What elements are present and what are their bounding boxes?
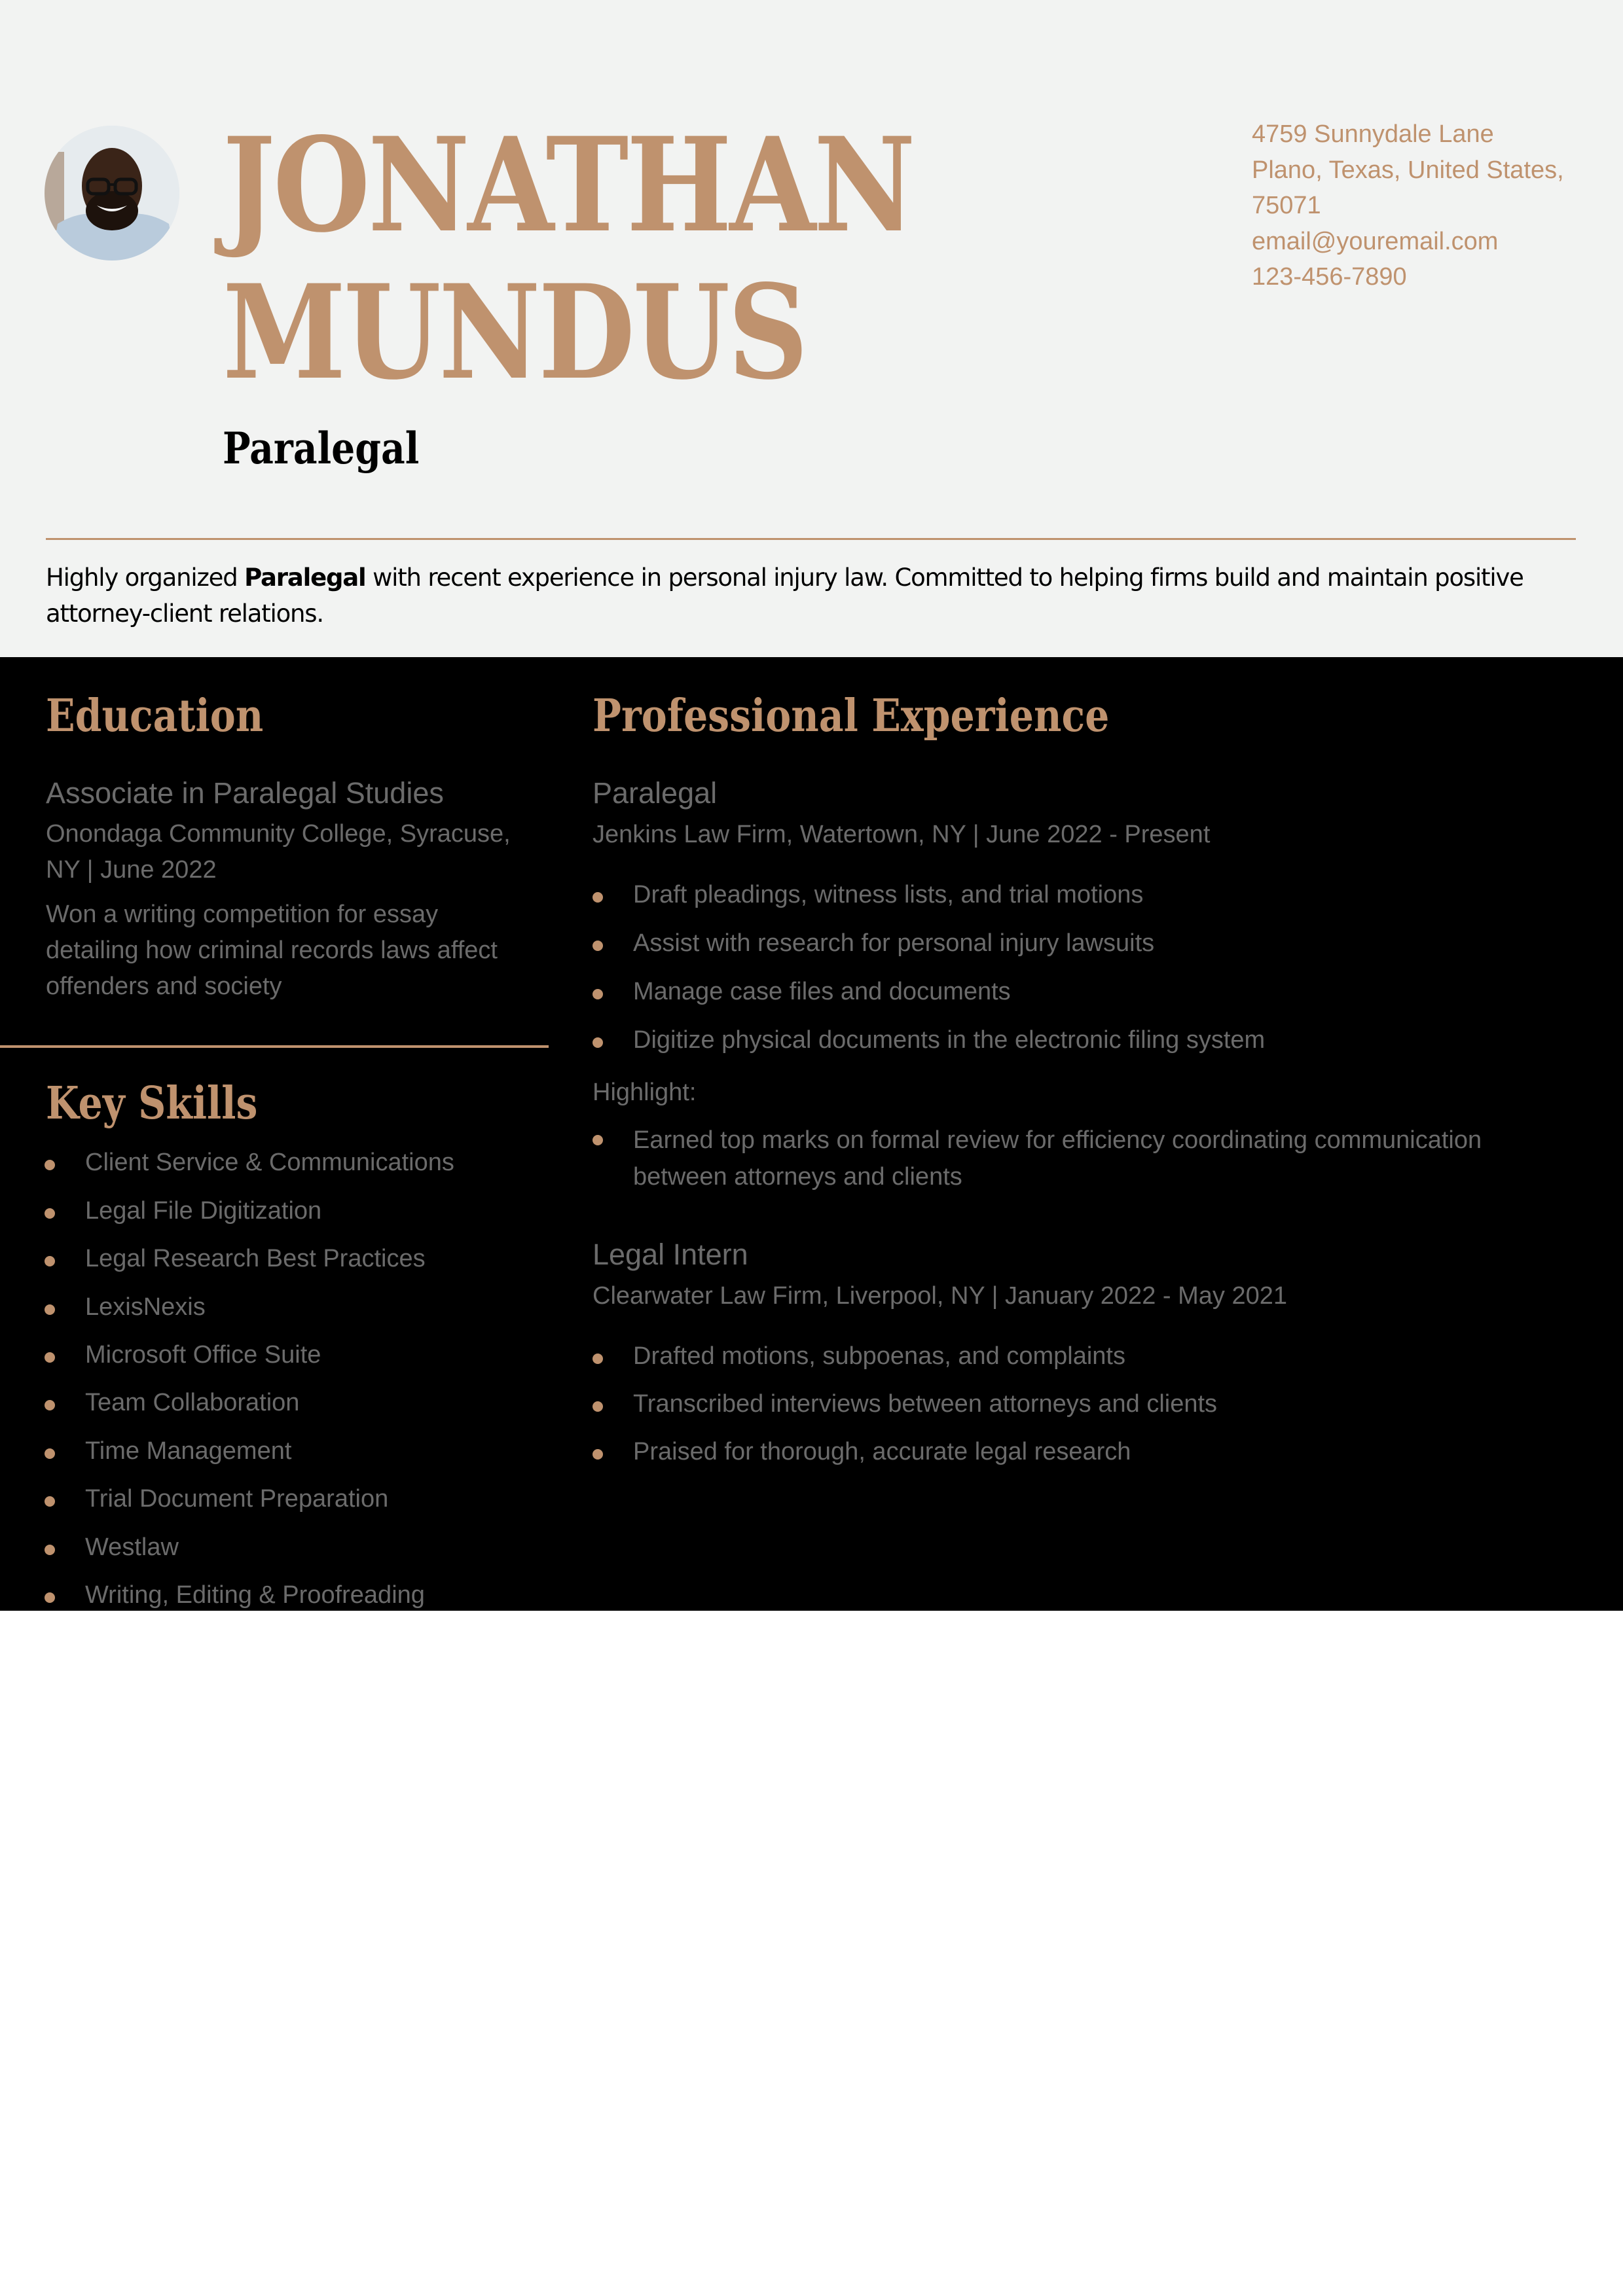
bullet-text: Drafted motions, subpoenas, and complaints: [633, 1342, 1125, 1370]
bullet-icon: [593, 989, 603, 999]
bullet-icon: [593, 1037, 603, 1048]
skills-heading: Key Skills: [46, 1077, 258, 1130]
contact-block: [1252, 117, 1564, 295]
job-bullet: [593, 1340, 1575, 1388]
bullet-icon: [45, 1496, 55, 1507]
skill-item: [45, 1482, 542, 1531]
address-line-2: Plano, Texas, United States,: [1252, 156, 1564, 184]
left-column-divider: [0, 1045, 549, 1048]
summary-prefix: Highly organized: [46, 564, 245, 592]
bullet-icon: [593, 1135, 603, 1145]
job-bullet: [593, 1435, 1575, 1483]
bullet-icon: [593, 1449, 603, 1460]
highlight-label: Highlight:: [593, 1079, 697, 1106]
skill-item: [45, 1146, 542, 1194]
skill-item: [45, 1579, 542, 1611]
profile-photo: [45, 126, 179, 260]
skill-label: Client Service & Communications: [85, 1149, 454, 1176]
phone-number: 123-456-7890: [1252, 263, 1407, 291]
skill-item: [45, 1386, 542, 1435]
candidate-name: [223, 111, 913, 406]
job-bullet: [593, 927, 1575, 975]
bullet-icon: [45, 1256, 55, 1266]
skill-label: Writing, Editing & Proofreading: [85, 1581, 425, 1609]
summary-bold: Paralegal: [244, 564, 366, 592]
job-title: Paralegal: [223, 423, 420, 474]
education-school: Onondaga Community College, Syracuse, NY | June 2022: [46, 820, 511, 884]
job-bullet: [593, 878, 1575, 927]
education-note: Won a writing competition for essay detailing how criminal records laws affect offenders and society: [46, 901, 498, 1000]
skill-label: Legal File Digitization: [85, 1197, 322, 1225]
summary-suffix: with recent experience in personal injury law. Committed to helping firms build and maintain positive attorney-client relations.: [46, 564, 1523, 628]
resume-header: [0, 0, 1623, 657]
bullet-icon: [45, 1545, 55, 1555]
job-meta-2: Clearwater Law Firm, Liverpool, NY | January 2022 - May 2021: [593, 1282, 1287, 1310]
job-bullet: [593, 1388, 1575, 1435]
bullet-text: Draft pleadings, witness lists, and trial motions: [633, 881, 1144, 908]
bullet-icon: [45, 1304, 55, 1315]
bullet-text: Praised for thorough, accurate legal research: [633, 1438, 1131, 1465]
job-2-bullets: [593, 1340, 1575, 1483]
bullet-icon: [593, 941, 603, 951]
bullet-text: Manage case files and documents: [633, 978, 1011, 1005]
bullet-icon: [45, 1448, 55, 1459]
bullet-icon: [45, 1160, 55, 1170]
bullet-icon: [45, 1400, 55, 1410]
bullet-text: Digitize physical documents in the electronic filing system: [633, 1026, 1266, 1054]
skill-item: [45, 1291, 542, 1338]
name-last: MUNDUS: [223, 256, 807, 408]
address-line-3: 75071: [1252, 192, 1321, 219]
skill-label: Westlaw: [85, 1534, 179, 1561]
address-line-1: 4759 Sunnydale Lane: [1252, 120, 1494, 148]
bullet-text: Transcribed interviews between attorneys and clients: [633, 1390, 1218, 1418]
bullet-text: Earned top marks on formal review for efficiency coordinating communication between attorneys and clients: [633, 1126, 1482, 1191]
header-divider: [46, 538, 1576, 540]
job-1-bullets: [593, 878, 1575, 1072]
bullet-icon: [593, 1354, 603, 1364]
bullet-icon: [45, 1208, 55, 1219]
skill-item: [45, 1194, 542, 1242]
skill-label: LexisNexis: [85, 1293, 206, 1321]
skill-label: Team Collaboration: [85, 1389, 300, 1416]
job-title-2: Legal Intern: [593, 1238, 748, 1271]
job-bullet: [593, 1024, 1575, 1072]
skill-item: [45, 1242, 542, 1291]
person-photo-icon: [45, 126, 179, 260]
skill-label: Time Management: [85, 1437, 292, 1465]
resume-body: [0, 657, 1623, 1611]
email-link[interactable]: email@youremail.com: [1252, 227, 1499, 255]
skill-label: Legal Research Best Practices: [85, 1245, 426, 1272]
job-title-1: Paralegal: [593, 776, 718, 810]
bullet-icon: [593, 892, 603, 903]
skill-label: Trial Document Preparation: [85, 1485, 389, 1513]
bullet-icon: [45, 1352, 55, 1363]
job-bullet: [593, 975, 1575, 1024]
bullet-icon: [45, 1592, 55, 1603]
name-first: JONATHAN: [223, 109, 914, 261]
bullet-text: Assist with research for personal injury lawsuits: [633, 929, 1155, 957]
skill-label: Microsoft Office Suite: [85, 1341, 321, 1369]
skills-list: [45, 1146, 542, 1611]
job-meta-1: Jenkins Law Firm, Watertown, NY | June 2022 - Present: [593, 821, 1211, 848]
bullet-icon: [593, 1401, 603, 1412]
education-heading: Education: [46, 690, 264, 742]
summary-text: [46, 560, 1578, 632]
job-1-highlights: [593, 1122, 1522, 1195]
skill-item: [45, 1338, 542, 1386]
highlight-bullet: [593, 1122, 1522, 1195]
experience-heading: Professional Experience: [593, 690, 1110, 742]
skill-item: [45, 1531, 542, 1579]
skill-item: [45, 1435, 542, 1482]
education-degree: Associate in Paralegal Studies: [46, 776, 444, 810]
